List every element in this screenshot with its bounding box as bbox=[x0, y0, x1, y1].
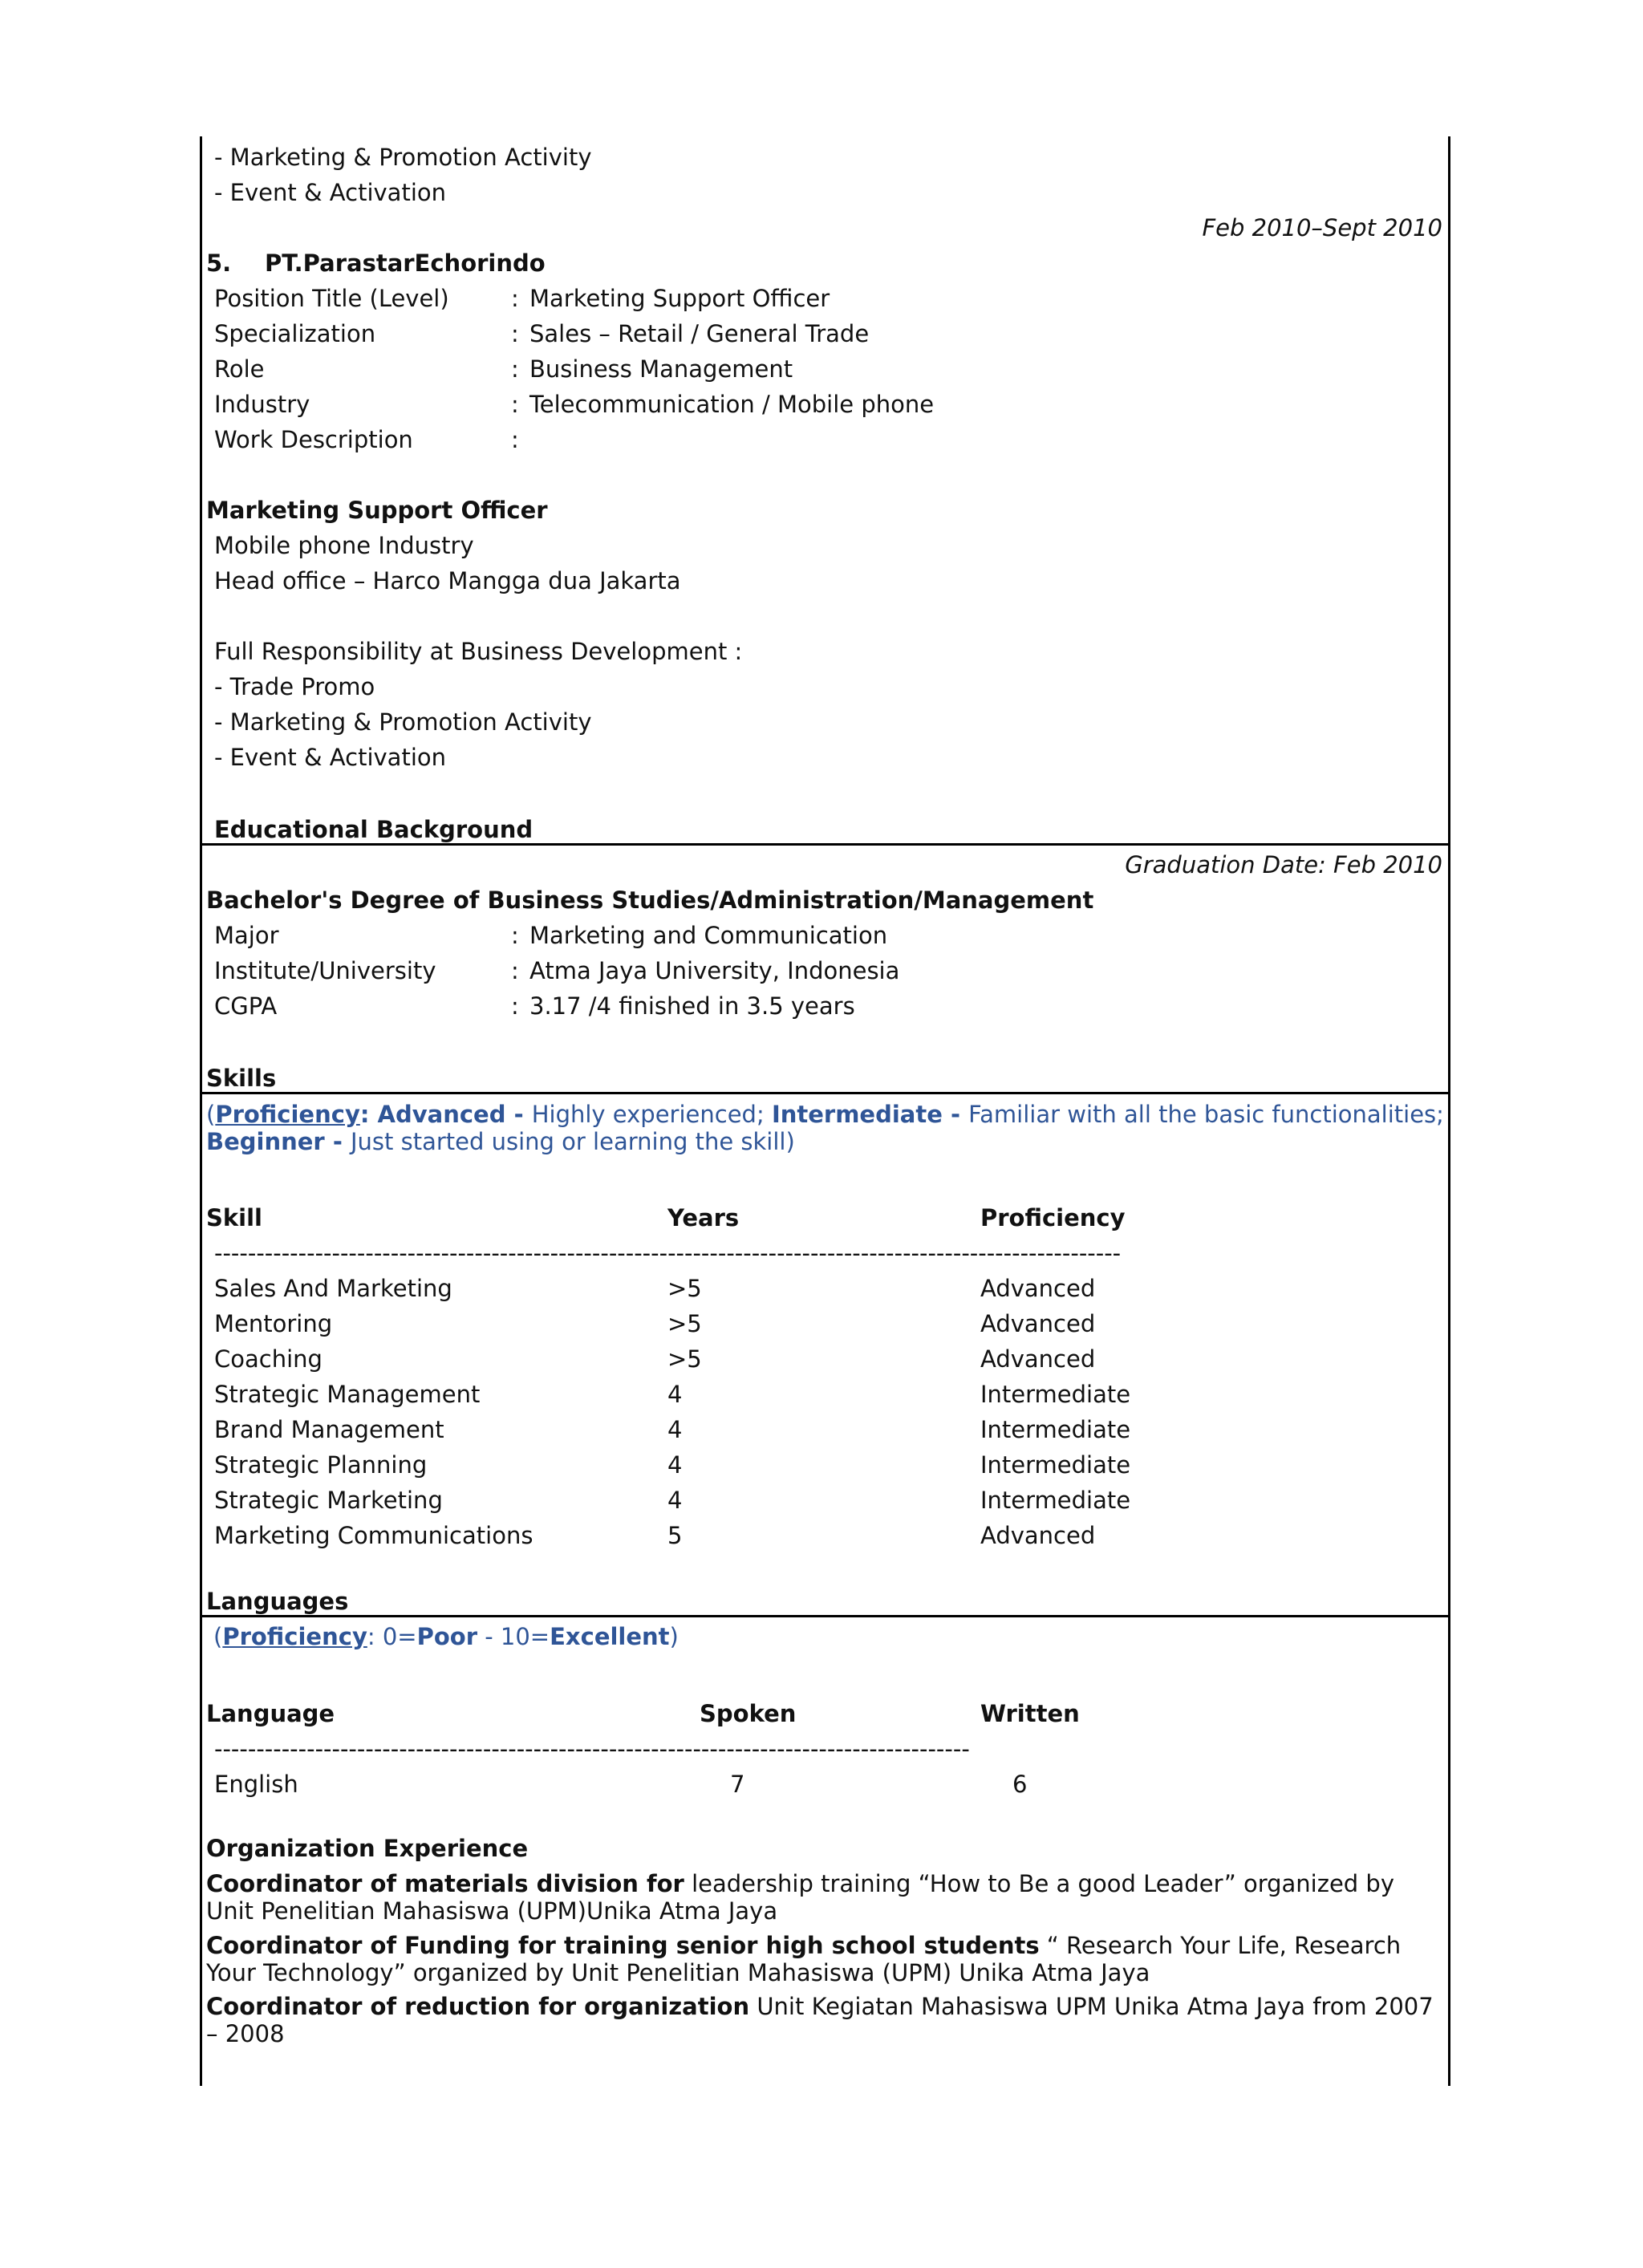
legend-colon: : bbox=[359, 1101, 370, 1128]
field-separator: : bbox=[511, 426, 519, 453]
section-heading-languages: Languages bbox=[206, 1588, 349, 1615]
legend-intermediate: Intermediate - bbox=[771, 1101, 969, 1128]
legend-excellent: Excellent bbox=[550, 1623, 670, 1650]
responsibility-item: - Event & Activation bbox=[214, 744, 446, 771]
field-value: Atma Jaya University, Indonesia bbox=[529, 957, 900, 984]
language-written: 6 bbox=[1012, 1771, 1028, 1798]
field-label: Major bbox=[214, 922, 279, 949]
skill-years: >5 bbox=[667, 1275, 702, 1302]
organization-detail: leadership training “How to Be a good Leader” organized by Unit Penelitian Mahasiswa (UPM)Unika Atma Jaya bbox=[206, 1870, 1394, 1925]
skill-years: 4 bbox=[667, 1451, 683, 1479]
field-label: Specialization bbox=[214, 320, 376, 347]
description-title: Marketing Support Officer bbox=[206, 497, 548, 524]
left-border bbox=[200, 136, 202, 2086]
job-number: 5. bbox=[206, 250, 232, 277]
proficiency-link: Proficiency bbox=[222, 1623, 367, 1650]
language-spoken: 7 bbox=[730, 1771, 745, 1798]
field-separator: : bbox=[511, 992, 519, 1020]
legend-beginner-desc: Just started using or learning the skill) bbox=[350, 1128, 795, 1155]
skill-proficiency: Intermediate bbox=[980, 1381, 1131, 1408]
field-label: Industry bbox=[214, 391, 310, 418]
skill-proficiency: Intermediate bbox=[980, 1451, 1131, 1479]
skill-years: 4 bbox=[667, 1487, 683, 1514]
column-header-language: Language bbox=[206, 1700, 335, 1727]
organization-detail: “ Research Your Life, Research Your Technology” organized by Unit Penelitian Mahasiswa (UPM) Unika Atma Jaya bbox=[206, 1932, 1402, 1986]
field-separator: : bbox=[511, 922, 519, 949]
section-divider bbox=[200, 1615, 1450, 1617]
field-label: CGPA bbox=[214, 992, 278, 1020]
section-divider bbox=[200, 1092, 1450, 1094]
legend-open: ( bbox=[206, 1101, 216, 1128]
legend-scale-end: - 10= bbox=[477, 1623, 550, 1650]
table-divider: ------------------------------------------------------------------------------------------ bbox=[214, 1735, 970, 1763]
section-heading-education: Educational Background bbox=[214, 816, 533, 843]
list-item: - Event & Activation bbox=[214, 179, 446, 206]
description-line: Head office – Harco Mangga dua Jakarta bbox=[214, 567, 681, 594]
organization-item bbox=[206, 1870, 1446, 1925]
column-header-proficiency: Proficiency bbox=[980, 1204, 1126, 1231]
field-value: Business Management bbox=[529, 355, 793, 383]
skill-years: >5 bbox=[667, 1310, 702, 1337]
legend-intermediate-desc: Familiar with all the basic functionalities; bbox=[968, 1101, 1444, 1128]
responsibility-item: - Trade Promo bbox=[214, 673, 375, 700]
field-value: Marketing Support Officer bbox=[529, 285, 830, 312]
skill-proficiency: Advanced bbox=[980, 1310, 1096, 1337]
skill-name: Strategic Management bbox=[214, 1381, 481, 1408]
field-separator: : bbox=[511, 391, 519, 418]
skills-legend bbox=[206, 1101, 1446, 1155]
legend-poor: Poor bbox=[416, 1623, 477, 1650]
skill-name: Mentoring bbox=[214, 1310, 333, 1337]
skill-years: 4 bbox=[667, 1381, 683, 1408]
skill-proficiency: Advanced bbox=[980, 1345, 1096, 1373]
column-header-written: Written bbox=[980, 1700, 1080, 1727]
organization-role: Coordinator of Funding for training senior high school students bbox=[206, 1932, 1040, 1959]
field-value: Sales – Retail / General Trade bbox=[529, 320, 870, 347]
section-heading-skills: Skills bbox=[206, 1065, 277, 1092]
skill-years: >5 bbox=[667, 1345, 702, 1373]
responsibility-item: - Marketing & Promotion Activity bbox=[214, 708, 592, 736]
skill-name: Strategic Planning bbox=[214, 1451, 428, 1479]
skill-name: Brand Management bbox=[214, 1416, 444, 1443]
section-heading-organization: Organization Experience bbox=[206, 1835, 529, 1862]
skill-years: 4 bbox=[667, 1416, 683, 1443]
languages-legend bbox=[213, 1619, 679, 1654]
organization-item bbox=[206, 1993, 1446, 2047]
graduation-date: Graduation Date: Feb 2010 bbox=[1125, 851, 1442, 878]
legend-advanced: Advanced - bbox=[369, 1101, 532, 1128]
column-header-skill: Skill bbox=[206, 1204, 262, 1231]
organization-role: Coordinator of materials division for bbox=[206, 1870, 684, 1897]
company-name: PT.ParastarEchorindo bbox=[265, 250, 546, 277]
skill-proficiency: Advanced bbox=[980, 1275, 1096, 1302]
degree-title: Bachelor's Degree of Business Studies/Administration/Management bbox=[206, 887, 1094, 914]
field-separator: : bbox=[511, 285, 519, 312]
field-label: Role bbox=[214, 355, 265, 383]
legend-beginner: Beginner - bbox=[206, 1128, 351, 1155]
field-label: Work Description bbox=[214, 426, 413, 453]
skill-name: Strategic Marketing bbox=[214, 1487, 443, 1514]
legend-close: ) bbox=[669, 1623, 679, 1650]
column-header-years: Years bbox=[667, 1204, 740, 1231]
field-value: Telecommunication / Mobile phone bbox=[529, 391, 935, 418]
skill-proficiency: Advanced bbox=[980, 1522, 1096, 1549]
legend-scale-start: : 0= bbox=[367, 1623, 417, 1650]
skill-proficiency: Intermediate bbox=[980, 1416, 1131, 1443]
organization-item bbox=[206, 1932, 1446, 1986]
section-divider bbox=[200, 843, 1450, 846]
field-label: Position Title (Level) bbox=[214, 285, 449, 312]
legend-advanced-desc: Highly experienced; bbox=[531, 1101, 772, 1128]
skill-years: 5 bbox=[667, 1522, 683, 1549]
skill-proficiency: Intermediate bbox=[980, 1487, 1131, 1514]
language-name: English bbox=[214, 1771, 298, 1798]
skill-name: Marketing Communications bbox=[214, 1522, 533, 1549]
field-separator: : bbox=[511, 320, 519, 347]
field-separator: : bbox=[511, 355, 519, 383]
skill-name: Coaching bbox=[214, 1345, 323, 1373]
field-value: 3.17 /4 finished in 3.5 years bbox=[529, 992, 855, 1020]
column-header-spoken: Spoken bbox=[700, 1700, 797, 1727]
field-label: Institute/University bbox=[214, 957, 436, 984]
table-divider: ------------------------------------------------------------------------------------------------------------ bbox=[214, 1239, 1122, 1267]
organization-detail: Unit Kegiatan Mahasiswa UPM Unika Atma Jaya from 2007 – 2008 bbox=[206, 1993, 1434, 2047]
responsibility-heading: Full Responsibility at Business Development : bbox=[214, 638, 743, 665]
skill-name: Sales And Marketing bbox=[214, 1275, 452, 1302]
right-border bbox=[1448, 136, 1450, 2086]
organization-role: Coordinator of reduction for organization bbox=[206, 1993, 750, 2020]
list-item: - Marketing & Promotion Activity bbox=[214, 144, 592, 171]
field-separator: : bbox=[511, 957, 519, 984]
legend-open: ( bbox=[213, 1623, 223, 1650]
field-value: Marketing and Communication bbox=[529, 922, 888, 949]
description-line: Mobile phone Industry bbox=[214, 532, 474, 559]
proficiency-link: Proficiency bbox=[215, 1101, 360, 1128]
job-date: Feb 2010–Sept 2010 bbox=[1202, 214, 1442, 241]
